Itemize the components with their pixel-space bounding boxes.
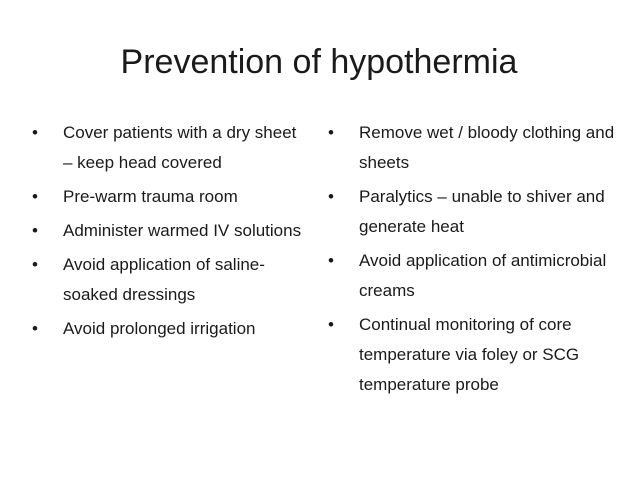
bullet-item (326, 182, 616, 242)
bullet-item (326, 118, 616, 178)
bullet-point-icon: • (32, 319, 38, 338)
bullet-point-icon: • (32, 221, 38, 240)
bullet-item (326, 310, 616, 400)
bullet-text: Administer warmed IV solutions (63, 221, 302, 240)
bullet-text: Cover patients with a dry sheet – keep head covered (63, 123, 297, 172)
bullet-item (326, 246, 616, 306)
bullet-text: Avoid prolonged irrigation (63, 319, 256, 338)
bullet-point-icon: • (328, 251, 334, 270)
bullet-point-icon: • (32, 187, 38, 206)
bullet-item (30, 118, 308, 178)
bullet-text: Paralytics – unable to shiver and generate heat (359, 187, 605, 236)
bullet-point-icon: • (328, 123, 334, 142)
bullet-item (30, 250, 308, 310)
left-bullet-list (30, 118, 308, 348)
bullet-text: Continual monitoring of core temperature via foley or SCG temperature probe (359, 315, 580, 394)
bullet-text: Pre-warm trauma room (63, 187, 238, 206)
bullet-item (30, 314, 308, 344)
bullet-text: Avoid application of antimicrobial creams (359, 251, 607, 300)
right-bullet-list (326, 118, 616, 404)
bullet-item (30, 216, 308, 246)
bullet-text: Avoid application of saline-soaked dressings (63, 255, 265, 304)
slide-title: Prevention of hypothermia (120, 43, 518, 81)
bullet-point-icon: • (328, 315, 334, 334)
bullet-point-icon: • (328, 187, 334, 206)
bullet-point-icon: • (32, 255, 38, 274)
bullet-item (30, 182, 308, 212)
bullet-text: Remove wet / bloody clothing and sheets (359, 123, 615, 172)
bullet-point-icon: • (32, 123, 38, 142)
